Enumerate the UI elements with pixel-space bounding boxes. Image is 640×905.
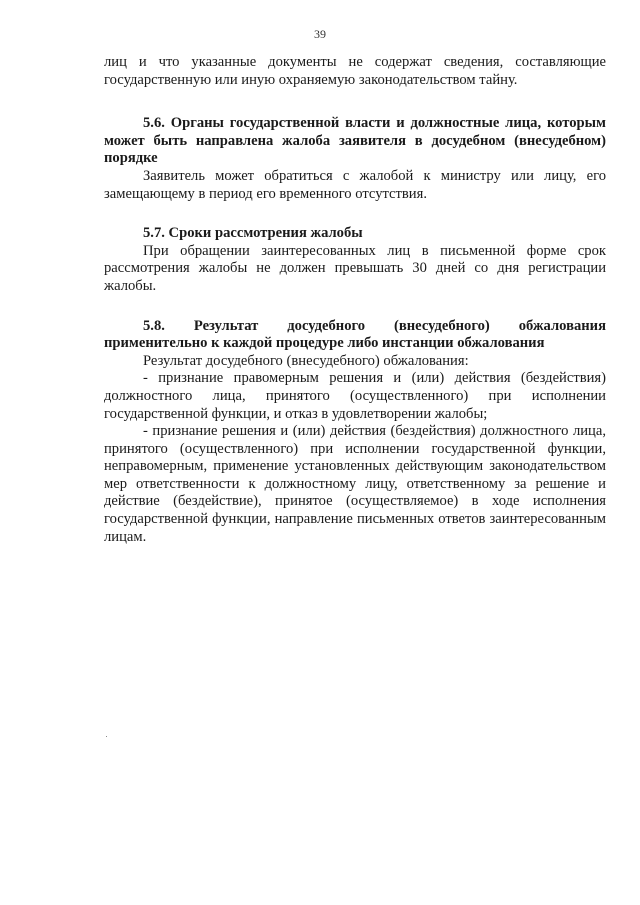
- section-number: 5.6.: [143, 115, 165, 132]
- list-item: - признание правомерным решения и (или) действия (бездействия) должностного лица, принятого (осуществленного) при исполнении государственной функции, и отказ в удовлетворении жалобы;: [104, 370, 606, 422]
- section-title: Органы государственной власти и должностные лица, которым может быть направлена жалоба заявителя в досудебном (внесудебном) порядке: [104, 115, 606, 167]
- intro-paragraph: лиц и что указанные документы не содержат сведения, составляющие государственную или иную охраняемую законодательством тайну.: [104, 54, 606, 88]
- section-title: Сроки рассмотрения жалобы: [168, 225, 363, 242]
- section-number: 5.7.: [143, 225, 165, 242]
- section-number: 5.8.: [143, 317, 165, 334]
- document-body: [104, 54, 606, 546]
- page-number: 39: [314, 27, 326, 41]
- section-paragraph: Результат досудебного (внесудебного) обжалования:: [143, 352, 469, 369]
- section-paragraph: Заявитель может обратиться с жалобой к министру или лицу, его замещающему в период его временного отсутствия.: [104, 167, 606, 202]
- section-paragraph: При обращении заинтересованных лиц в письменной форме срок рассмотрения жалобы не должен превышать 30 дней со дня регистрации жалобы.: [104, 242, 606, 294]
- scan-speck: [106, 736, 107, 737]
- section-heading-5-7: [104, 225, 606, 243]
- section-heading-5-8: [104, 318, 606, 353]
- section-title: Результат досудебного (внесудебного) обжалования применительно к каждой процедуре либо инстанции обжалования: [104, 317, 606, 352]
- section-heading-5-6: [104, 115, 606, 168]
- list-item: - признание решения и (или) действия (бездействия) должностного лица, принятого (осуществленного) при исполнении государственной функции, неправомерным, применение установленных действующим законодательством мер ответственности к должностному лицу, ответственному за решение и действие (бездействие), принятое (осуществляемое) в ходе исполнения государственной функции, направление письменных ответов заинтересованным лицам.: [104, 423, 606, 545]
